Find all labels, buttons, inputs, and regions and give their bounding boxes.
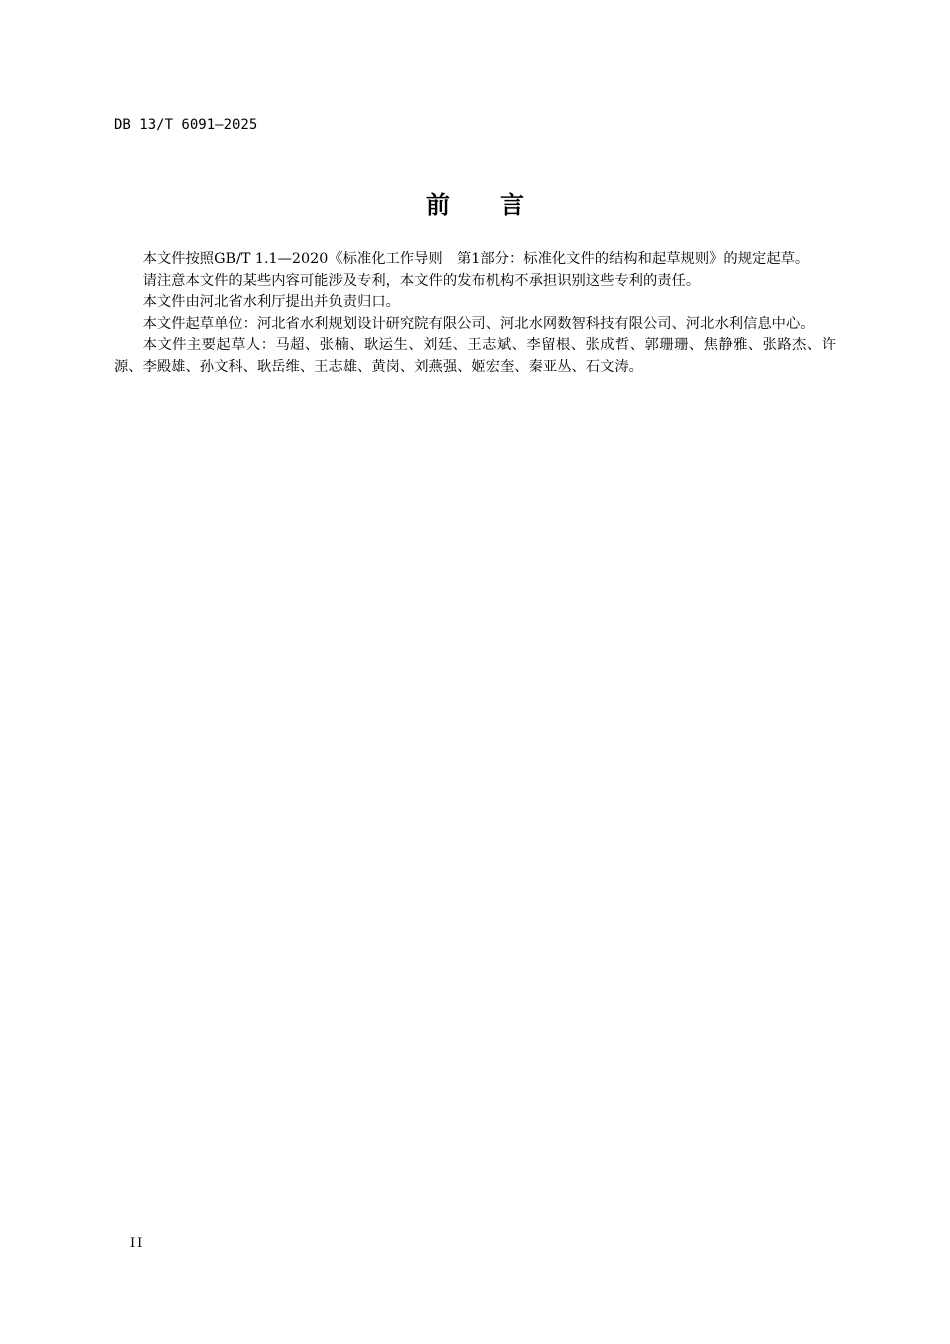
paragraph-drafting-units: 本文件起草单位：河北省水利规划设计研究院有限公司、河北水网数智科技有限公司、河北水利信息中心。 <box>142 315 815 332</box>
paragraph-proposer: 本文件由河北省水利厅提出并负责归口。 <box>142 294 400 311</box>
page-title <box>0 188 950 222</box>
title-char-1: 前 <box>426 191 450 219</box>
paragraph-drafting-rules: 本文件按照GB/T 1.1—2020《标准化工作导则 第1部分：标准化文件的结构和起草规则》的规定起草。 <box>142 251 810 267</box>
paragraph-drafters: 本文件主要起草人：马超、张楠、耿运生、刘廷、王志斌、李留根、张成哲、郭珊珊、焦静雅、张路杰、许源、李殿雄、孙文科、耿岳维、王志雄、黄岗、刘燕强、姬宏奎、秦亚丛、石文涛。 <box>114 337 836 375</box>
foreword-body <box>114 249 836 379</box>
title-char-2: 言 <box>500 191 524 219</box>
document-code: DB 13/T 6091—2025 <box>114 117 258 133</box>
page-number: II <box>130 1236 145 1251</box>
paragraph-patent-notice: 请注意本文件的某些内容可能涉及专利，本文件的发布机构不承担识别这些专利的责任。 <box>142 272 701 289</box>
